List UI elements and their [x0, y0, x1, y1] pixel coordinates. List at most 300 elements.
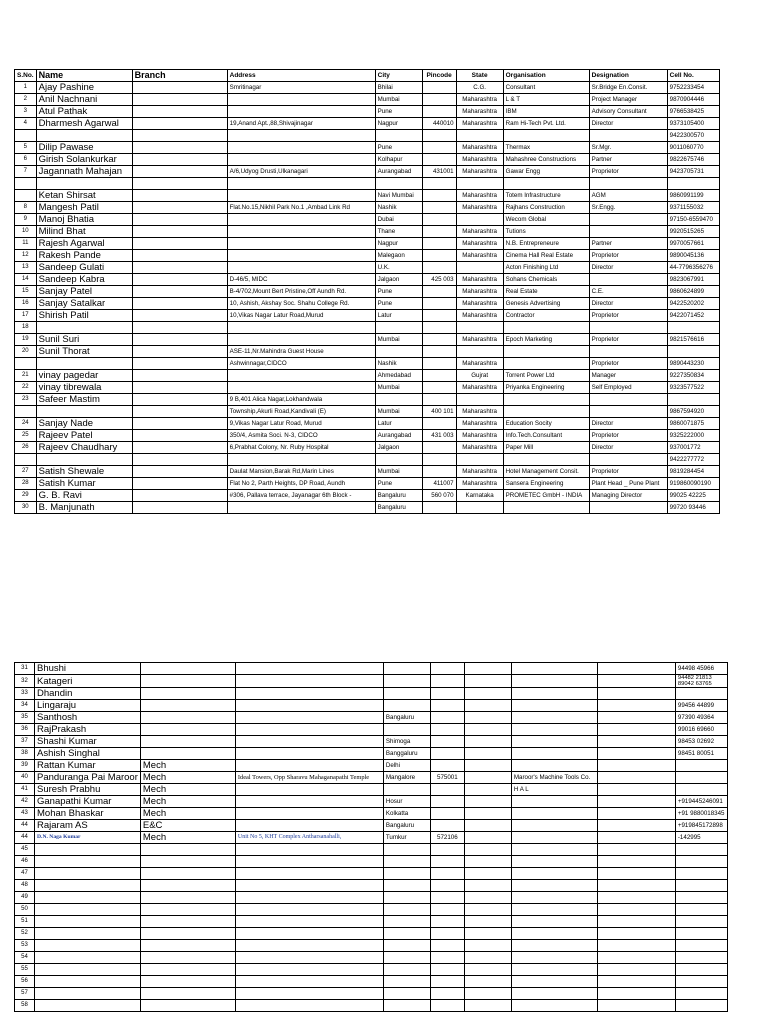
table-row-empty [15, 988, 728, 1000]
cell-name: Panduranga Pai Maroor [35, 772, 141, 784]
cell-phone: 97150-6559470 [667, 214, 719, 226]
cell-name: Sanjay Patel [36, 286, 132, 298]
cell-empty [430, 940, 464, 952]
cell-designation: Proprietor [589, 334, 667, 346]
cell-name: Sanjay Satalkar [36, 298, 132, 310]
cell-name: vinay pagedar [36, 370, 132, 382]
cell-state: Maharashtra [456, 382, 503, 394]
cell-designation [597, 663, 675, 675]
table-row [15, 346, 720, 358]
cell-empty [675, 868, 727, 880]
cell-empty [430, 856, 464, 868]
cell-branch [132, 490, 227, 502]
cell-designation [597, 796, 675, 808]
table-row [15, 130, 720, 142]
cell-sno [15, 454, 37, 466]
cell-branch [140, 736, 235, 748]
cell-address [227, 154, 375, 166]
cell-city: Malegaon [375, 250, 422, 262]
table-row [15, 796, 728, 808]
cell-phone: 9766538425 [667, 106, 719, 118]
cell-address: Ideal Towers, Opp Sharavu Mahaganapathi Temple [235, 772, 383, 784]
cell-branch [132, 142, 227, 154]
contacts-table-2 [14, 662, 728, 1012]
cell-sno: 10 [15, 226, 37, 238]
cell-pincode [430, 820, 464, 832]
cell-state: Maharashtra [456, 106, 503, 118]
cell-empty [383, 928, 430, 940]
table-row [15, 820, 728, 832]
table-row [15, 94, 720, 106]
cell-sno: 32 [15, 675, 35, 688]
cell-sno: 34 [15, 700, 35, 712]
cell-state [464, 724, 511, 736]
cell-pincode [422, 442, 456, 454]
cell-branch [132, 166, 227, 178]
cell-state: C.G. [456, 82, 503, 94]
cell-designation [597, 808, 675, 820]
cell-pincode [422, 214, 456, 226]
cell-phone: 44-7796356276 [667, 262, 719, 274]
table-row [15, 748, 728, 760]
cell-state: Maharashtra [456, 94, 503, 106]
table-row [15, 772, 728, 784]
cell-state: Maharashtra [456, 442, 503, 454]
table-row [15, 226, 720, 238]
cell-sno: 35 [15, 712, 35, 724]
cell-empty [511, 904, 597, 916]
cell-city: Banggaluru [383, 748, 430, 760]
cell-pincode: 425 003 [422, 274, 456, 286]
cell-empty [597, 880, 675, 892]
header-pincode: Pincode [422, 70, 456, 82]
table-row [15, 118, 720, 130]
cell-state [464, 796, 511, 808]
cell-name: Anil Nachnani [36, 94, 132, 106]
cell-designation: Director [589, 262, 667, 274]
cell-empty [35, 904, 141, 916]
cell-organisation [511, 712, 597, 724]
cell-phone: 9890045136 [667, 250, 719, 262]
cell-designation [597, 712, 675, 724]
cell-city: Mumbai [375, 466, 422, 478]
cell-organisation [511, 688, 597, 700]
cell-city: Pune [375, 286, 422, 298]
cell-city: Shimoga [383, 736, 430, 748]
cell-organisation: Contractor [503, 310, 589, 322]
cell-name: Rajeev Patel [36, 430, 132, 442]
cell-empty [675, 1000, 727, 1012]
table-row [15, 675, 728, 688]
cell-city: Ahmedabad [375, 370, 422, 382]
cell-empty [35, 940, 141, 952]
cell-name: Atul Pathak [36, 106, 132, 118]
cell-organisation: Ram Hi-Tech Pvt. Ltd. [503, 118, 589, 130]
cell-pincode [422, 298, 456, 310]
cell-branch [140, 700, 235, 712]
cell-organisation: Genesis Advertising [503, 298, 589, 310]
header-city: City [375, 70, 422, 82]
cell-pincode [422, 130, 456, 142]
cell-name: Satish Shewale [36, 466, 132, 478]
cell-organisation: Info.Tech.Consultant [503, 430, 589, 442]
cell-empty [464, 880, 511, 892]
cell-designation: Proprietor [589, 166, 667, 178]
cell-empty [235, 988, 383, 1000]
cell-address [235, 820, 383, 832]
cell-designation [597, 784, 675, 796]
table-row [15, 760, 728, 772]
cell-phone: 9821576616 [667, 334, 719, 346]
cell-empty [464, 844, 511, 856]
cell-state [464, 760, 511, 772]
table-row [15, 442, 720, 454]
cell-phone: 9970057661 [667, 238, 719, 250]
cell-pincode [422, 310, 456, 322]
cell-sno: 31 [15, 663, 35, 675]
cell-sno [15, 178, 37, 190]
cell-pincode: 400 101 [422, 406, 456, 418]
cell-designation: Proprietor [589, 358, 667, 370]
cell-state [456, 262, 503, 274]
cell-phone: 919860090190 [667, 478, 719, 490]
cell-phone [675, 772, 727, 784]
cell-sno: 18 [15, 322, 37, 334]
cell-designation: Manager [589, 370, 667, 382]
cell-branch [132, 262, 227, 274]
table-row [15, 418, 720, 430]
table-row [15, 688, 728, 700]
cell-name: Dhandin [35, 688, 141, 700]
cell-address [227, 382, 375, 394]
cell-name: B. Manjunath [36, 502, 132, 514]
cell-empty [430, 928, 464, 940]
cell-name: Mohan Bhaskar [35, 808, 141, 820]
cell-phone: 9422277772 [667, 454, 719, 466]
cell-phone: 99025 42225 [667, 490, 719, 502]
cell-designation [597, 820, 675, 832]
cell-branch [132, 130, 227, 142]
cell-state: Maharashtra [456, 154, 503, 166]
cell-sno: 53 [15, 940, 35, 952]
cell-pincode [422, 502, 456, 514]
cell-empty [35, 928, 141, 940]
cell-name [36, 130, 132, 142]
cell-state: Maharashtra [456, 430, 503, 442]
table-row [15, 430, 720, 442]
cell-state [456, 346, 503, 358]
cell-branch [132, 406, 227, 418]
cell-phone: +919845172898 [675, 820, 727, 832]
cell-empty [383, 1000, 430, 1012]
cell-designation [597, 832, 675, 844]
cell-name: Sandeep Gulati [36, 262, 132, 274]
cell-sno: 50 [15, 904, 35, 916]
cell-phone: 99720 93446 [667, 502, 719, 514]
cell-sno: 1 [15, 82, 37, 94]
cell-address: 9,Vikas Nagar Latur Road, Murud [227, 418, 375, 430]
cell-address: 19,Anand Apt.,88,Shivajinagar [227, 118, 375, 130]
cell-state: Maharashtra [456, 226, 503, 238]
table-row-empty [15, 952, 728, 964]
cell-empty [430, 880, 464, 892]
cell-name: Katageri [35, 675, 141, 688]
cell-empty [430, 904, 464, 916]
cell-empty [140, 856, 235, 868]
cell-sno: 28 [15, 478, 37, 490]
header-organisation: Organisation [503, 70, 589, 82]
cell-address: Township,Akurli Road,Kandivali (E) [227, 406, 375, 418]
cell-phone: 9323577522 [667, 382, 719, 394]
table-row [15, 712, 728, 724]
cell-address [227, 226, 375, 238]
cell-state [464, 784, 511, 796]
cell-organisation: Paper Mill [503, 442, 589, 454]
cell-empty [511, 964, 597, 976]
phone-line: 94482 21813 [677, 675, 712, 681]
cell-name: Ganapathi Kumar [35, 796, 141, 808]
cell-branch [132, 430, 227, 442]
cell-address [227, 130, 375, 142]
cell-pincode [422, 418, 456, 430]
cell-empty [235, 964, 383, 976]
cell-phone [675, 784, 727, 796]
cell-branch [132, 202, 227, 214]
cell-address [235, 663, 383, 675]
cell-branch [132, 394, 227, 406]
cell-pincode [422, 394, 456, 406]
cell-empty [430, 976, 464, 988]
table-row [15, 358, 720, 370]
cell-phone: +91 9880018345 [675, 808, 727, 820]
cell-designation: Sr.Engg. [589, 202, 667, 214]
cell-sno: 57 [15, 988, 35, 1000]
cell-city [383, 688, 430, 700]
cell-name: RajPrakash [35, 724, 141, 736]
cell-empty [464, 964, 511, 976]
cell-pincode [422, 370, 456, 382]
table-row-empty [15, 880, 728, 892]
cell-phone: 937001772 [667, 442, 719, 454]
cell-empty [140, 880, 235, 892]
cell-branch [132, 214, 227, 226]
cell-sno: 55 [15, 964, 35, 976]
cell-sno: 13 [15, 262, 37, 274]
cell-pincode [430, 724, 464, 736]
cell-empty [675, 928, 727, 940]
cell-state [456, 502, 503, 514]
cell-name [36, 406, 132, 418]
cell-empty [464, 1000, 511, 1012]
table-row [15, 298, 720, 310]
cell-designation [589, 394, 667, 406]
cell-phone [675, 675, 727, 688]
cell-organisation: Torrent Power Ltd [503, 370, 589, 382]
cell-empty [597, 856, 675, 868]
cell-sno: 20 [15, 346, 37, 358]
cell-pincode [422, 106, 456, 118]
cell-name: Suresh Prabhu [35, 784, 141, 796]
table-row [15, 370, 720, 382]
cell-sno: 8 [15, 202, 37, 214]
cell-branch [132, 370, 227, 382]
cell-phone: 9867594920 [667, 406, 719, 418]
header-branch: Branch [132, 70, 227, 82]
cell-city [383, 724, 430, 736]
cell-phone: 9422300570 [667, 130, 719, 142]
cell-branch [132, 418, 227, 430]
cell-empty [430, 892, 464, 904]
cell-name: Ketan Shirsat [36, 190, 132, 202]
cell-address: Flat No 2, Parth Heights, DP Road, Aundh [227, 478, 375, 490]
cell-empty [35, 844, 141, 856]
cell-address [235, 675, 383, 688]
cell-sno: 37 [15, 736, 35, 748]
table-row [15, 106, 720, 118]
cell-phone [667, 346, 719, 358]
cell-phone: 9920515265 [667, 226, 719, 238]
cell-branch [140, 712, 235, 724]
table-row-empty [15, 928, 728, 940]
cell-state: Maharashtra [456, 466, 503, 478]
cell-state: Maharashtra [456, 298, 503, 310]
cell-empty [464, 952, 511, 964]
cell-state: Gujrat [456, 370, 503, 382]
cell-empty [235, 904, 383, 916]
cell-organisation: Hotel Management Consit. [503, 466, 589, 478]
table-row [15, 454, 720, 466]
cell-empty [35, 964, 141, 976]
cell-empty [35, 868, 141, 880]
cell-address: Unit No 5, KHT Complex Antharsanahalli, [235, 832, 383, 844]
cell-city: Bangaluru [375, 502, 422, 514]
cell-organisation: Education Socity [503, 418, 589, 430]
cell-sno: 12 [15, 250, 37, 262]
cell-state: Maharashtra [456, 166, 503, 178]
cell-empty [140, 892, 235, 904]
cell-sno: 2 [15, 94, 37, 106]
table-row [15, 322, 720, 334]
cell-address [235, 700, 383, 712]
cell-organisation: Consultant [503, 82, 589, 94]
cell-organisation [511, 724, 597, 736]
table-row-empty [15, 976, 728, 988]
cell-sno: 29 [15, 490, 37, 502]
cell-pincode: 431 003 [422, 430, 456, 442]
cell-pincode [422, 262, 456, 274]
header-sno: S.No. [15, 70, 37, 82]
cell-sno: 42 [15, 796, 35, 808]
cell-empty [675, 952, 727, 964]
cell-name: Ashish Singhal [35, 748, 141, 760]
cell-state [456, 214, 503, 226]
cell-state [464, 736, 511, 748]
cell-name [36, 322, 132, 334]
cell-pincode: 411007 [422, 478, 456, 490]
cell-empty [511, 1000, 597, 1012]
cell-empty [597, 844, 675, 856]
cell-pincode [422, 202, 456, 214]
cell-designation: Director [589, 298, 667, 310]
cell-name [36, 178, 132, 190]
cell-name: Safeer Mastim [36, 394, 132, 406]
cell-city: Aurangabad [375, 166, 422, 178]
cell-empty [511, 916, 597, 928]
cell-sno: 16 [15, 298, 37, 310]
cell-empty [140, 904, 235, 916]
table-row [15, 724, 728, 736]
cell-phone: 9752233454 [667, 82, 719, 94]
cell-designation [589, 214, 667, 226]
cell-city: Pune [375, 106, 422, 118]
cell-sno: 23 [15, 394, 37, 406]
cell-address [227, 334, 375, 346]
cell-phone: 9422520202 [667, 298, 719, 310]
cell-branch: Mech [140, 796, 235, 808]
cell-organisation: Maroor's Machine Tools Co. [511, 772, 597, 784]
cell-designation [589, 502, 667, 514]
cell-organisation: Mahashree Constructions [503, 154, 589, 166]
cell-pincode [422, 466, 456, 478]
table-row [15, 142, 720, 154]
cell-phone: 94498 45966 [675, 663, 727, 675]
cell-phone [667, 394, 719, 406]
cell-city [375, 322, 422, 334]
cell-organisation [511, 808, 597, 820]
cell-designation [597, 688, 675, 700]
cell-state: Maharashtra [456, 478, 503, 490]
cell-pincode [422, 358, 456, 370]
table-row-empty [15, 916, 728, 928]
cell-state [464, 820, 511, 832]
cell-name: D.N. Naga Kumar [35, 832, 141, 844]
cell-empty [140, 1000, 235, 1012]
cell-empty [383, 856, 430, 868]
cell-sno: 9 [15, 214, 37, 226]
cell-city: Bangaluru [375, 490, 422, 502]
cell-branch [132, 502, 227, 514]
cell-empty [464, 892, 511, 904]
header-address: Address [227, 70, 375, 82]
cell-phone: 9870904446 [667, 94, 719, 106]
cell-empty [597, 868, 675, 880]
cell-designation: Proprietor [589, 430, 667, 442]
cell-empty [383, 904, 430, 916]
cell-city: Latur [375, 418, 422, 430]
cell-pincode [422, 190, 456, 202]
cell-organisation [511, 796, 597, 808]
cell-empty [597, 892, 675, 904]
cell-name: Dilip Pawase [36, 142, 132, 154]
cell-pincode: 440010 [422, 118, 456, 130]
header-designation: Designation [589, 70, 667, 82]
cell-empty [430, 964, 464, 976]
header-name: Name [36, 70, 132, 82]
cell-state: Maharashtra [456, 274, 503, 286]
table-row [15, 166, 720, 178]
cell-designation [597, 736, 675, 748]
cell-organisation: Sansera Engineering [503, 478, 589, 490]
cell-state [464, 712, 511, 724]
cell-pincode [422, 346, 456, 358]
cell-address [227, 238, 375, 250]
cell-pincode [430, 784, 464, 796]
cell-address [227, 214, 375, 226]
cell-branch [132, 190, 227, 202]
cell-city: Dubai [375, 214, 422, 226]
cell-city [375, 394, 422, 406]
cell-organisation: Wecom Global [503, 214, 589, 226]
